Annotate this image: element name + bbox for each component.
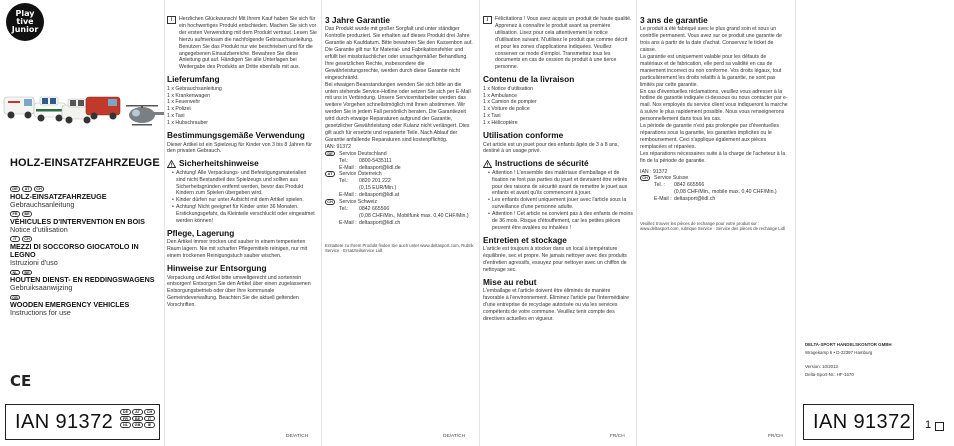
ian-line: IAN : 91372: [640, 168, 668, 175]
panel-divider: [795, 0, 796, 446]
scope-item: 1 x Feuerwehr: [167, 99, 201, 106]
email-label: E-Mail :: [339, 164, 357, 171]
care-text: L'article est toujours à stocker dans un local à température équilibrée, sec et propre. Ne jamais nettoyer avec des produits d'entretien agressifs, essuyez pour nettoyer avec un chiffon de nettoyage sec.: [483, 246, 627, 273]
country-flag: BE: [22, 211, 32, 217]
safety-item: • Attention ! L'ensemble des matériaux d'emballage et de fixation ne font pas parties du jouet et devraient être retirés pour des raisons de sécurité avant de remettre le jouet aux enfants et avant qu'ils commencent à jouer.: [488, 170, 633, 198]
manufacturer-address: [805, 341, 892, 379]
heading-care: Pflege, Lagerung: [167, 227, 235, 238]
heading-intended-use: Bestimmungsgemäße Verwendung: [167, 130, 305, 141]
ian-number: IAN 91372: [15, 411, 114, 433]
warranty-text: Bei etwaigen Beanstandungen wenden Sie sich bitte an die unten stehende Service-Hotline oder setzen Sie sich per E-Mail mit uns in Verbindung. Unsere Servicemitarbeiter werden das weitere Vorgehen schnellstmöglich mit Ihnen abstimmen. Wir werden Sie in jedem Fall persönlich beraten. Die Garantiezeit wird durch etwaige Reparaturen aufgrund der Garantie, gesetzlicher Gewährleistung oder Kulanz nicht verlängert. Dies gilt auch für ersetzte und reparierte Teile. Nach Ablauf der Garantie anfallende Reparaturen sind kostenpflichtig.: [325, 81, 471, 143]
email-label: E-Mail :: [654, 196, 672, 203]
wooden-vehicles-image: [0, 75, 165, 145]
fr-column-2: [640, 16, 788, 232]
service-rate: (0,08 CHF/Min., mobile max. 0,40 CHF/Min.): [674, 189, 777, 196]
country-flag: BE: [132, 416, 143, 422]
heading-care: Entretien et stockage: [483, 234, 567, 245]
scope-item: 1 x Ambulance: [483, 92, 518, 99]
scope-item: 1 x Hélicoptère: [483, 120, 518, 127]
service-entry-ch: [325, 199, 475, 227]
country-flags: [10, 211, 160, 217]
country-flag: DE: [325, 151, 335, 157]
panel-divider: [479, 0, 480, 446]
service-phone[interactable]: 0842 665566: [674, 182, 705, 189]
email-label: E-Mail :: [339, 192, 357, 199]
tel-label: Tel.:: [339, 157, 349, 164]
warranty-text: Le produit a été fabriqué avec le plus grand soin et sous un contrôle permanent. Vous avez sur ce produit une garantie de trois ans à partir de la date d'achat. Conservez le ticket de caisse.: [640, 26, 782, 54]
heading-disposal: Mise au rebut: [483, 276, 537, 287]
warranty-text: Les réparations nécessaires suite à la charge de l'acheteur à la fin de la période de garantie.: [640, 150, 786, 164]
safety-item: • Les enfants doivent uniquement jouer avec l'article sous la surveillance d'une personne adulte.: [488, 197, 633, 211]
country-flag: NL: [10, 270, 20, 276]
country-flag: FR: [10, 211, 20, 217]
language-entry-gb: [10, 295, 160, 318]
country-flag: CH: [325, 199, 335, 205]
warranty-text: Die Garantie gilt nur für Material- und Fabrikationsfehler und erfüllt bei missbräuchlicher oder unsachgemäßer Behandlung. Ihre gesetzlichen Rechte, insbesondere die Gewährleistungsrechte, werden durch diese Garantie nicht eingeschränkt.: [325, 47, 468, 81]
company-name: DELTA-SPORT HANDELSKONTOR GMBH: [805, 342, 892, 347]
scope-item: 1 x Camion de pompier: [483, 99, 537, 106]
intro-text: Félicitations ! Vous avez acquis un produit de haute qualité. Apprenez à connaître le produit avant sa première utilisation. Lisez pour cela attentivement le notice d'utilisation suivant. N'utilisez le produit que comme décrit et pour les zones d'applications indiquées. Veuillez conserver ce mode d'emploi. Transmettez tous les documents en cas de cession du produit à une tierce personne.: [495, 16, 632, 71]
service-name: Service Österreich: [339, 171, 382, 178]
country-flag: IE: [144, 422, 155, 428]
safety-item: • Achtung! Alle Verpackungs- und Befestigungsmaterialien sind nicht Bestandteil des Spielzeugs und sollten aus Sicherheitsgründen entfernt werden, bevor das Produkt Kindern zum Spielen übergeben wird.: [172, 170, 317, 198]
country-flag: AT: [132, 409, 143, 415]
language-title: MEZZI DI SOCCORSO GIOCATOLO IN LEGNO: [10, 241, 139, 259]
language-subtitle: Gebrauchsanleitung: [10, 199, 75, 209]
info-icon: i: [167, 16, 176, 24]
heading-safety: Instructions de sécurité: [483, 159, 633, 168]
tel-label: Tel. :: [654, 182, 665, 189]
heading-scope: Contenu de la livraison: [483, 74, 575, 85]
intro-block: [167, 16, 317, 71]
safety-sublist: [483, 211, 633, 232]
scope-item: 1 x Taxi: [167, 113, 185, 120]
language-title: HOLZ-EINSATZFAHRZEUGE: [10, 191, 107, 201]
service-name: Service Suisse: [654, 175, 689, 182]
disposal-text: L'emballage et l'article doivent être éliminés de manière favorable à l'environnement. Éliminez l'article par l'intermédiaire d'une entreprise de recyclage autorisée ou via les services compétents de votre commune. Veuillez tenir compte des directives actuelles en vigueur.: [483, 288, 629, 322]
ian-box: [5, 404, 160, 440]
country-flag: IT: [10, 236, 20, 242]
safety-list: [167, 170, 317, 205]
scope-item: 1 x Krankenwagen: [167, 92, 210, 99]
language-subtitle: Instructions for use: [10, 308, 71, 318]
panel-divider: [636, 0, 637, 446]
country-flags: [10, 186, 160, 192]
language-title: WOODEN EMERGENCY VEHICLES: [10, 300, 130, 310]
intended-use-text: Cet article est un jouet pour des enfants âgés de 3 à 8 ans, destiné à un usage privé.: [483, 141, 619, 155]
service-rate: (0,08 CHF/Min., Mobilfunk max. 0,40 CHF/Min.): [359, 212, 469, 219]
service-name: Service Schweiz: [339, 199, 378, 206]
country-flags: [10, 236, 160, 242]
country-flag: BE: [22, 270, 32, 276]
intended-use-text: Dieser Artikel ist ein Spielzeug für Kinder von 3 bis 8 Jahren für den privaten Gebrauch.: [167, 141, 313, 155]
language-entry-nl: [10, 270, 160, 293]
page-footer: DE/AT/CH: [286, 434, 309, 439]
page-footer: DE/AT/CH: [443, 434, 466, 439]
scope-item: 1 x Polizei: [167, 106, 191, 113]
country-flag: CH: [22, 236, 32, 242]
heading-disposal: Hinweise zur Entsorgung: [167, 263, 267, 274]
spare-parts-note: Veuillez trouver les pièces de rechange pour votre produit sur : www.deltasport.com, rubrique Service · Service des pièces de rechange Lidl: [640, 221, 785, 232]
service-email[interactable]: deltasport@lidl.at: [359, 192, 400, 199]
company-street: Wragekamp 6 • D-22397 Hamburg: [805, 350, 873, 355]
country-flag: DE: [120, 409, 131, 415]
safety-item: • Kinder dürfen nur unter Aufsicht mit dem Artikel spielen.: [172, 197, 317, 204]
ian-number: IAN 91372: [813, 411, 912, 433]
safety-sublist: [167, 204, 317, 225]
heading-warranty: 3 ans de garantie: [640, 15, 708, 25]
scope-item: 1 x Voiture de police: [483, 106, 530, 113]
panel-divider: [164, 0, 165, 446]
version-info: Version: 10/2013: [805, 364, 838, 369]
tel-label: Tel.:: [339, 178, 349, 185]
language-entry-it: [10, 236, 160, 267]
safety-subitem: • Attention ! Cet article ne convient pas à des enfants de moins de 36 mois. Risque d'étouffement, car les petites pièces peuvent être avalées ou inhalées !: [488, 211, 633, 232]
intro-text: Herzlichen Glückwunsch! Mit Ihrem Kauf haben Sie sich für ein hochwertiges Produkt entschieden. Machen Sie sich vor der ersten Verwendung mit dem Produkt vertraut. Lesen Sie hierzu aufmerksam die nachfolgende Gebrauchsanleitung. Benutzen Sie das Produkt nur wie beschrieben und für die angegebenen Einsatzbereiche. Bewahren Sie diese Anleitung gut auf. Händigen Sie alle Unterlagen bei Weitergabe des Produkts an Dritte ebenfalls mit aus.: [179, 16, 317, 71]
warranty-text: La garantie est uniquement valable pour les défauts de matériaux et de fabrication, elle perd sa validité en cas de maniement incorrect ou non conforme. Vos droits légaux, tout particulièrement les droits relatifs à la garantie, ne sont pas limités par cette garantie.: [640, 54, 782, 88]
service-entry-ch: [640, 175, 788, 203]
country-flag: GB: [132, 422, 143, 428]
warranty-text: Das Produkt wurde mit großer Sorgfalt und unter ständiger Kontrolle produziert. Sie erhalten auf dieses Produkt drei Jahre Garantie ab Kaufdatum. Bitte bewahren Sie den Kassenbon auf.: [325, 26, 473, 47]
service-phone[interactable]: 0820 201 222: [359, 178, 391, 185]
country-flag: IT: [144, 416, 155, 422]
ian-line: IAN: 91372: [325, 143, 351, 150]
playtive-junior-logo: Play tive Junior: [6, 3, 44, 41]
page-footer: FR/CH: [610, 434, 625, 439]
country-flag: CH: [640, 175, 650, 181]
service-name: Service Deutschland: [339, 150, 387, 157]
delta-sport-number: Delta-Sport-Nr.: HF-1670: [805, 372, 854, 377]
spare-parts-note: Erstattete zu Ihrem Produkt finden Sie auch unter www.deltasport.com, Rubrik Service · Ersatzteilservice Lidl: [325, 242, 474, 253]
scope-item: 1 x Hubschrauber: [167, 120, 208, 127]
safety-list: [483, 170, 633, 211]
scope-item: 1 x Notice d'utilisation: [483, 85, 534, 92]
page-footer: FR/CH: [768, 434, 783, 439]
service-phone[interactable]: 0800-5435111: [359, 157, 392, 164]
service-entry-at: [325, 171, 475, 199]
cover-title: HOLZ-EINSATZFAHRZEUGE: [10, 157, 160, 169]
heading-safety: Sicherheitshinweise: [167, 159, 317, 168]
language-subtitle: Notice d'utilisation: [10, 224, 68, 234]
country-flag: GB: [10, 295, 20, 301]
disposal-text: Verpackung und Artikel bitte umweltgerecht und sortenrein entsorgen! Entsorgen Sie den Artikel über einen zugelassenen Entsorgungsbetrieb oder über Ihre kommunale Gemeindeverwaltung. Beachten Sie die aktuell geltenden Vorschriften.: [167, 274, 311, 309]
country-flag: AT: [22, 186, 32, 192]
email-label: E-Mail :: [339, 219, 357, 226]
page-box-icon: [935, 422, 944, 431]
service-rate: (0,15 EUR/Min.): [359, 185, 397, 192]
ce-mark: CE: [10, 372, 32, 390]
warning-icon: [483, 160, 492, 168]
service-phone[interactable]: 0842 665566: [359, 205, 390, 212]
warranty-text: En cas d'éventuelles réclamations, veuillez vous adresser à la hotline de garantie indiquée ci-dessous ou nous contacter par e-mail. Nos employés du service client vous indiqueront la marche à suivre le plus rapidement possible. Nous vous renseignerons personnellement dans tous les cas.: [640, 88, 788, 123]
de-column-2: [325, 16, 475, 253]
country-flag: CH: [34, 186, 44, 192]
service-email[interactable]: deltasport@lidl.de: [359, 164, 401, 171]
country-flag: AT: [325, 171, 335, 177]
scope-item: 1 x Taxi: [483, 113, 501, 120]
country-flag: CH: [144, 409, 155, 415]
info-icon: i: [483, 16, 492, 24]
heading-scope: Lieferumfang: [167, 74, 220, 85]
country-flag: NL: [120, 422, 131, 428]
ian-country-flags: [120, 409, 155, 428]
service-email[interactable]: deltasport@lidl.ch: [359, 219, 401, 226]
language-list: [10, 186, 160, 320]
tel-label: Tel.:: [339, 205, 349, 212]
country-flag: FR: [120, 416, 131, 422]
language-title: HOUTEN DIENST- EN REDDINGSWAGENS: [10, 275, 155, 285]
back-panel: [803, 0, 954, 446]
heading-warranty: 3 Jahre Garantie: [325, 15, 391, 25]
warranty-text: La période de garantie n'est pas prolongée par d'éventuelles réparations sous la garantie, les garanties implicites ou le remboursement. Ceci s'applique également aux pièces remplacées et réparées.: [640, 123, 779, 150]
fr-column-1: [483, 16, 633, 323]
ian-box: [803, 404, 914, 440]
de-column-1: [167, 16, 317, 309]
page-number: 1: [925, 419, 932, 431]
care-text: Den Artikel immer trocken und sauber in einem temperierten Raum lagern. Nie mit scharfen Pflegemitteln reinigen, nur mit einem trockenen Reinigungstuch sauber wischen.: [167, 239, 308, 260]
language-subtitle: Gebruiksaanwijzing: [10, 283, 73, 293]
language-subtitle: Istruzioni d'uso: [10, 258, 58, 268]
safety-subitem: • Achtung! Nicht geeignet für Kinder unter 36 Monaten. Erstickungsgefahr, da Kleinteile verschluckt oder eingeatmet werden können!: [172, 204, 317, 225]
cover-panel: [0, 0, 165, 446]
panel-divider: [321, 0, 322, 446]
service-entry-de: [325, 151, 475, 172]
warning-icon: [167, 160, 176, 168]
language-entry-fr: [10, 211, 160, 234]
country-flag: DE: [10, 186, 20, 192]
intro-block: [483, 16, 633, 71]
language-entry-de: [10, 186, 160, 209]
heading-intended-use: Utilisation conforme: [483, 130, 564, 141]
service-email[interactable]: deltasport@lidl.ch: [674, 196, 716, 203]
language-title: VÉHICULES D'INTERVENTION EN BOIS: [10, 216, 145, 226]
scope-item: 1 x Gebrauchsanleitung: [167, 85, 222, 92]
